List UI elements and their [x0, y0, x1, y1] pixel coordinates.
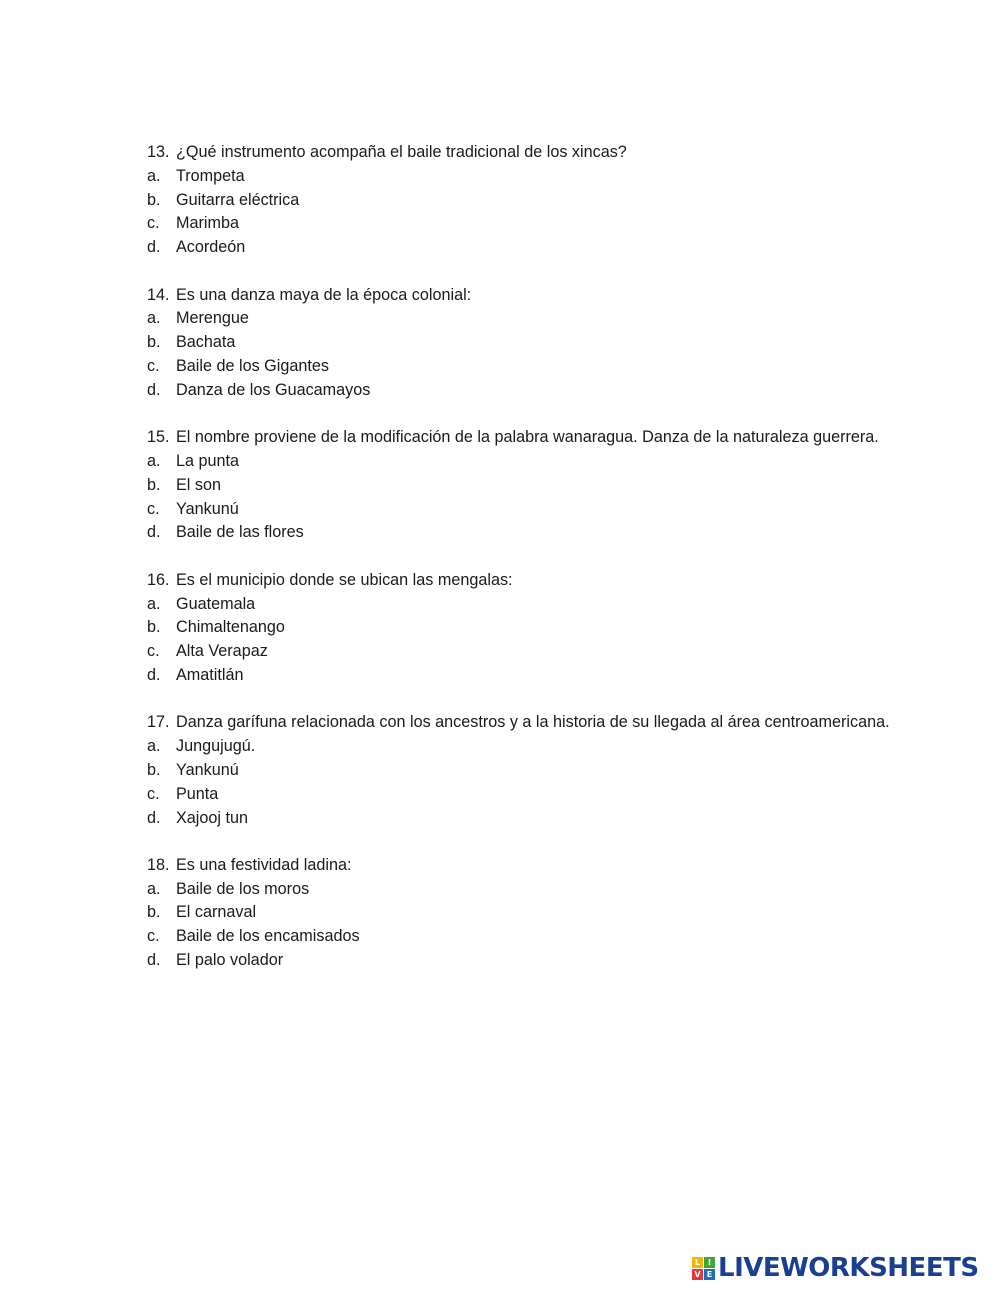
option-letter: a. — [147, 879, 161, 898]
option-text: La punta — [176, 451, 240, 470]
option-text: Punta — [176, 784, 219, 803]
option-text: El carnaval — [176, 903, 257, 922]
option[interactable] — [147, 331, 947, 355]
question-number: 18. — [147, 855, 170, 874]
question-number: 16. — [147, 570, 170, 589]
option-letter: b. — [147, 333, 161, 352]
option-letter: a. — [147, 309, 161, 328]
option-text: Guatemala — [176, 594, 256, 613]
question-text: Danza garífuna relacionada con los ancestros y a la historia de su llegada al área centroamericana. — [176, 713, 890, 732]
option[interactable] — [147, 759, 947, 783]
option-letter: c. — [147, 356, 160, 375]
option[interactable] — [147, 450, 947, 474]
option-text: Guitarra eléctrica — [176, 190, 300, 209]
question-number: 14. — [147, 285, 170, 304]
option-text: Yankunú — [176, 760, 239, 779]
question-14 — [147, 284, 947, 403]
option[interactable] — [147, 379, 947, 403]
question-text: ¿Qué instrumento acompaña el baile tradicional de los xincas? — [176, 143, 627, 161]
option[interactable] — [147, 189, 947, 213]
option[interactable] — [147, 474, 947, 498]
option-letter: c. — [147, 214, 160, 233]
option-text: El palo volador — [176, 951, 284, 970]
option-letter: d. — [147, 951, 161, 970]
option-text: Yankunú — [176, 499, 239, 518]
option-letter: d. — [147, 665, 161, 684]
question-stem — [147, 284, 947, 308]
option-text: Xajooj tun — [176, 808, 248, 827]
option-text: Trompeta — [176, 166, 245, 185]
option-letter: d. — [147, 238, 161, 257]
logo-mark-tile: V — [692, 1269, 703, 1280]
option-text: Baile de los encamisados — [176, 927, 360, 946]
option[interactable] — [147, 165, 947, 189]
option[interactable] — [147, 236, 947, 260]
question-stem — [147, 426, 947, 450]
option[interactable] — [147, 521, 947, 545]
option[interactable] — [147, 355, 947, 379]
liveworksheets-logo-icon — [692, 1257, 715, 1280]
option-letter: d. — [147, 523, 161, 542]
question-stem — [147, 141, 947, 165]
question-number: 13. — [147, 143, 170, 161]
logo-text: LIVEWORKSHEETS — [718, 1253, 979, 1283]
question-stem — [147, 854, 947, 878]
option-letter: b. — [147, 475, 161, 494]
quiz — [147, 141, 947, 996]
question-text: El nombre proviene de la modificación de la palabra wanaragua. Danza de la naturaleza guerrera. — [176, 428, 879, 447]
option-letter: c. — [147, 499, 160, 518]
option-text: Alta Verapaz — [176, 642, 268, 661]
option-letter: a. — [147, 166, 161, 185]
logo-mark-tile: I — [704, 1257, 715, 1268]
option-letter: a. — [147, 451, 161, 470]
option-letter: b. — [147, 190, 161, 209]
option[interactable] — [147, 925, 947, 949]
option[interactable] — [147, 735, 947, 759]
option-letter: b. — [147, 760, 161, 779]
question-18 — [147, 854, 947, 973]
option[interactable] — [147, 664, 947, 688]
question-text: Es una festividad ladina: — [176, 855, 352, 874]
option[interactable] — [147, 593, 947, 617]
option-letter: c. — [147, 927, 160, 946]
option[interactable] — [147, 498, 947, 522]
option-text: Amatitlán — [176, 665, 244, 684]
option-text: Merengue — [176, 309, 249, 328]
question-number: 17. — [147, 713, 170, 732]
option-letter: b. — [147, 618, 161, 637]
logo-mark-tile: L — [692, 1257, 703, 1268]
question-stem — [147, 711, 947, 735]
option[interactable] — [147, 307, 947, 331]
option-letter: d. — [147, 380, 161, 399]
question-15 — [147, 426, 947, 545]
question-text: Es una danza maya de la época colonial: — [176, 285, 472, 304]
option-text: El son — [176, 475, 221, 494]
question-16 — [147, 569, 947, 688]
option-text: Danza de los Guacamayos — [176, 380, 371, 399]
option-text: Chimaltenango — [176, 618, 285, 637]
option[interactable] — [147, 901, 947, 925]
question-17 — [147, 711, 947, 830]
option-letter: b. — [147, 903, 161, 922]
option-text: Baile de los Gigantes — [176, 356, 329, 375]
option[interactable] — [147, 783, 947, 807]
option[interactable] — [147, 640, 947, 664]
option-text: Jungujugú. — [176, 737, 256, 756]
question-text: Es el municipio donde se ubican las mengalas: — [176, 570, 513, 589]
option[interactable] — [147, 949, 947, 973]
option[interactable] — [147, 878, 947, 902]
option-letter: c. — [147, 642, 160, 661]
option-letter: d. — [147, 808, 161, 827]
question-13 — [147, 141, 947, 260]
option-text: Baile de las flores — [176, 523, 304, 542]
logo-mark-tile: E — [704, 1269, 715, 1280]
option-text: Baile de los moros — [176, 879, 310, 898]
question-stem — [147, 569, 947, 593]
option-text: Acordeón — [176, 238, 246, 257]
option[interactable] — [147, 616, 947, 640]
option[interactable] — [147, 212, 947, 236]
option-letter: c. — [147, 784, 160, 803]
option-letter: a. — [147, 594, 161, 613]
option-text: Bachata — [176, 333, 236, 352]
liveworksheets-logo — [692, 1253, 979, 1283]
question-number: 15. — [147, 428, 170, 447]
option[interactable] — [147, 807, 947, 831]
option-letter: a. — [147, 737, 161, 756]
option-text: Marimba — [176, 214, 239, 233]
